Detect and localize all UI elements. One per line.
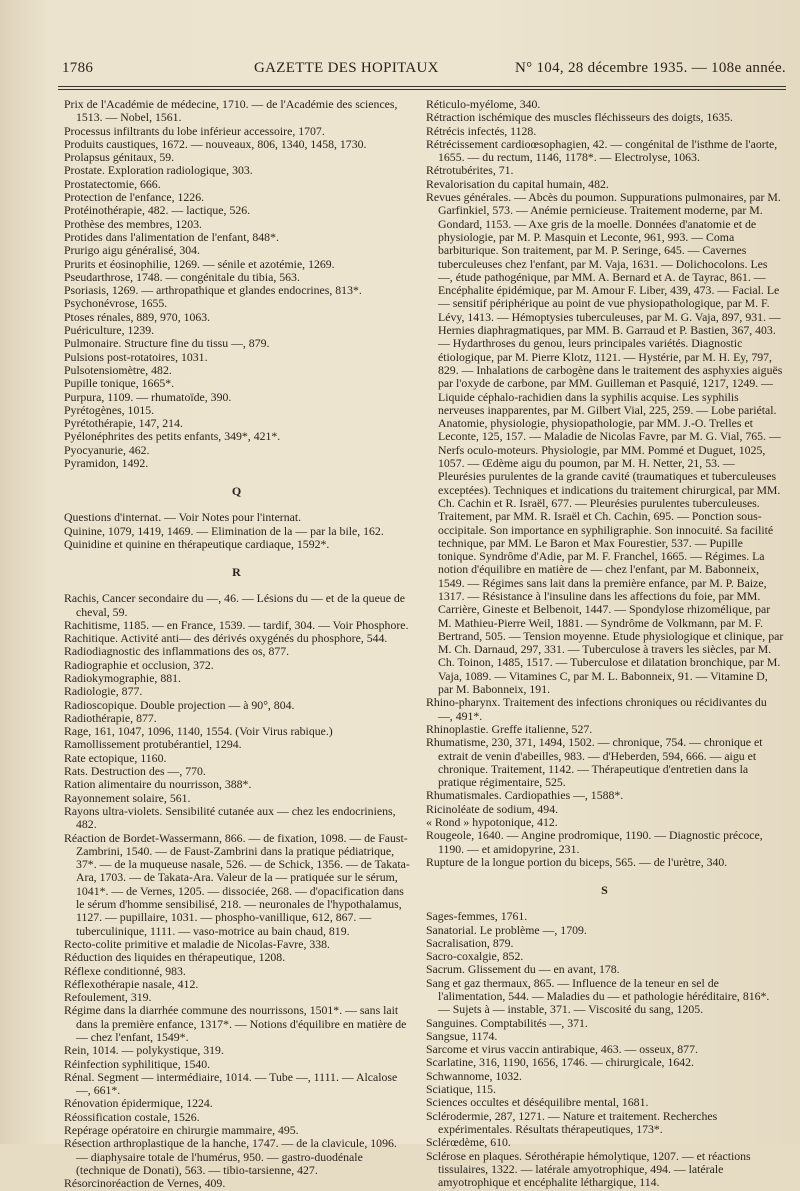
- index-entry: Refoulement, 319.: [64, 990, 152, 1005]
- journal-title: GAZETTE DES HOPITAUX: [254, 60, 439, 76]
- right-column: [426, 97, 784, 1190]
- index-entry: Sciatique, 115.: [426, 1082, 497, 1097]
- index-entry: Rachis, Cancer secondaire du —, 46. — Lésions du — et de la queue de cheval, 59.: [64, 591, 406, 619]
- index-entry: Sciences occultes et déséquilibre mental, 1681.: [426, 1095, 649, 1110]
- index-entry: Sang et gaz thermaux, 865. — Influence de la teneur en sel de l'alimentation, 544. — Maladies du — et pathologie héréditaire, 816*. — Sujets à — instable, 371. — Viscosité du sang, 1205.: [426, 975, 770, 1017]
- index-entry: Purpura, 1109. — rhumatoïde, 390.: [64, 389, 232, 404]
- index-entry: Pyramidon, 1492.: [64, 456, 149, 471]
- index-entry: Rayons ultra-violets. Sensibilité cutanée aux — chez les endocriniens, 482.: [64, 803, 396, 832]
- section-letter: R: [232, 565, 242, 580]
- index-entry: Rage, 161, 1047, 1096, 1140, 1554. (Voir Virus rabique.): [64, 724, 333, 739]
- index-entry: Sclérodermie, 287, 1271. — Nature et traitement. Recherches expérimentales. Résultats thérapeutiques, 173*.: [426, 1108, 718, 1136]
- index-entry: Radiologie, 877.: [64, 684, 143, 699]
- index-entry: Réduction des liquides en thérapeutique, 1208.: [64, 950, 286, 965]
- index-entry: Radiodiagnostic des inflammations des os, 877.: [64, 644, 290, 659]
- index-entry: Radiokymographie, 881.: [64, 670, 181, 685]
- index-entry: Pyrétothérapie, 147, 214.: [64, 416, 183, 431]
- index-entry: Réticulo-myélome, 340.: [426, 97, 541, 111]
- index-entry: Rhinoplastie. Greffe italienne, 527.: [426, 721, 593, 736]
- index-entry: Schwannome, 1032.: [426, 1068, 522, 1083]
- index-entry: Réossification costale, 1526.: [64, 1109, 200, 1124]
- index-entry: Ration alimentaire du nourrisson, 388*.: [64, 777, 252, 792]
- index-entry: Prix de l'Académie de médecine, 1710. — de l'Académie des sciences, 1513. — Nobel, 1561.: [64, 97, 398, 125]
- index-entry: Rétrécissement cardioœsophagien, 42. — congénital de l'isthme de l'aorte, 1655. — du rectum, 1146, 1178*. — Electrolyse, 1063.: [426, 136, 778, 165]
- index-entry: Revalorisation du capital humain, 482.: [426, 176, 609, 191]
- index-entry: Pulsotensiomètre, 482.: [64, 362, 172, 377]
- index-entry: Rénovation épidermique, 1224.: [64, 1096, 213, 1111]
- index-entry: Repérage opératoire en chirurgie mammaire, 495.: [64, 1123, 299, 1138]
- index-entry: Sacro-coxalgie, 852.: [426, 949, 524, 964]
- index-entry: Quinine, 1079, 1419, 1469. — Elimination de la — par la bile, 162.: [64, 523, 384, 538]
- index-entry: Rougeole, 1640. — Angine prodromique, 1190. — Diagnostic précoce, 1190. — et amidopyrine, 231.: [426, 828, 763, 856]
- index-entry: Ricinoléate de sodium, 494.: [426, 801, 559, 816]
- index-entry: Résection arthroplastique de la hanche, 1747. — de la clavicule, 1096. — diaphysaire totale de l'humérus, 950. — gastro-duodénale (technique de Donati), 563. — tibio-tarsienne, 427.: [64, 1136, 397, 1177]
- index-entry: Rupture de la longue portion du biceps, 565. — de l'urètre, 340.: [426, 854, 728, 869]
- index-entry: Régime dans la diarrhée commune des nourrissons, 1501*. — sans lait dans la première enfance, 1317*. — Notions d'équilibre en matière de — chez l'enfant, 1549*.: [64, 1003, 407, 1044]
- index-entry: Prolapsus génitaux, 59.: [64, 150, 175, 165]
- index-entry: Psychonévrose, 1655.: [64, 296, 168, 311]
- index-entry: Protides dans l'alimentation de l'enfant, 848*.: [64, 229, 279, 244]
- index-entry: Processus infiltrants du lobe inférieur accessoire, 1707.: [64, 123, 325, 138]
- index-entry: Rétrotubérites, 71.: [426, 163, 514, 178]
- index-entry: Radiothérapie, 877.: [64, 710, 157, 725]
- index-entry: Sages-femmes, 1761.: [426, 909, 528, 924]
- index-entry: Rate ectopique, 1160.: [64, 750, 167, 765]
- index-entry: Produits caustiques, 1672. — nouveaux, 806, 1340, 1458, 1730.: [64, 136, 367, 151]
- index-entry: Rhumatisme, 230, 371, 1494, 1502. — chronique, 754. — chronique et extrait de venin d'abeilles, 983. — d'Heberden, 594, 666. — aigu et chronique. Traitement, 1142. — Thérapeutique d'entretien dans la pratique régimentaire, 525.: [426, 735, 763, 790]
- index-entry: Sanatorial. Le problème —, 1709.: [426, 922, 587, 937]
- index-entry: Rein, 1014. — polykystique, 319.: [64, 1043, 224, 1058]
- index-entry: Scarlatine, 316, 1190, 1656, 1746. — chirurgicale, 1642.: [426, 1055, 694, 1070]
- index-entry: Prostatectomie, 666.: [64, 176, 161, 191]
- index-entry: « Rond » hypotonique, 412.: [426, 815, 558, 830]
- index-entry: Sclérose en plaques. Sérothérapie hémolytique, 1207. — et réactions tissulaires, 1322. — latérale amyotrophique, 494. — latérale amyotrophique et encéphalite léthargique, 114.: [426, 1148, 751, 1190]
- index-entry: Sangsue, 1174.: [426, 1028, 498, 1043]
- index-entry: Réaction de Bordet-Wassermann, 866. — de fixation, 1098. — de Faust-Zambrini, 1540. — de Faust-Zambrini dans la pratique pédiatrique, 37*. — de la muqueuse nasale, 526. — de Schick, 1356. — de Takata-Ara, 1703. — de Takata-Ara. Valeur de la — pratiquée sur le sérum, 1041*. — de Vernes, 1205. — dissociée, 268. — d'opacification dans le sérum d'homme sensibilisé, 218. — neuronales de l'hypothalamus, 1127. — pupillaire, 1031. — phospho-vanillique, 612, 867. — tuberculinique, 1111. — vaso-motrice au bain chaud, 819.: [64, 830, 410, 938]
- header-rule-top: [58, 86, 786, 87]
- index-entry: Pseudarthrose, 1748. — congénitale du tibia, 563.: [64, 269, 300, 284]
- index-entry: Sacralisation, 879.: [426, 935, 514, 950]
- index-entry: Rétraction ischémique des muscles fléchisseurs des doigts, 1635.: [426, 110, 733, 125]
- index-entry: Sclérœdème, 610.: [426, 1135, 511, 1150]
- index-entry: Ptoses rénales, 889, 970, 1063.: [64, 309, 211, 324]
- index-entry: Recto-colite primitive et maladie de Nicolas-Favre, 338.: [64, 936, 330, 951]
- index-entry: Radiographie et occlusion, 372.: [64, 657, 214, 672]
- page-number: 1786: [62, 60, 94, 76]
- index-entry: Radioscopique. Double projection — à 90°, 804.: [64, 697, 295, 712]
- index-entry: Prothèse des membres, 1203.: [64, 216, 202, 231]
- index-entry: Ramollissement protubérantiel, 1294.: [64, 737, 242, 752]
- running-header: [58, 56, 786, 86]
- index-entry: Pupille tonique, 1665*.: [64, 376, 175, 391]
- index-entry: Rachitisme, 1185. — en France, 1539. — tardif, 304. — Voir Phosphore.: [64, 617, 409, 632]
- index-entry: Rétrécis infectés, 1128.: [426, 123, 537, 138]
- index-entry: Rats. Destruction des —, 770.: [64, 764, 206, 779]
- index-entry: Prostate. Exploration radiologique, 303.: [64, 163, 253, 178]
- section-letter: S: [601, 883, 609, 898]
- index-entry: Rayonnement solaire, 561.: [64, 790, 191, 805]
- index-entry: Protection de l'enfance, 1226.: [64, 190, 205, 205]
- index-entry: Pyrétogènes, 1015.: [64, 402, 155, 417]
- index-entry: Questions d'internat. — Voir Notes pour l'internat.: [64, 510, 302, 525]
- index-entry: Pulmonaire. Structure fine du tissu —, 879.: [64, 336, 270, 351]
- index-entry: Prurits et éosinophilie, 1269. — sénile et azotémie, 1269.: [64, 256, 335, 271]
- index-entry: Réflexe conditionné, 983.: [64, 963, 186, 978]
- index-entry: Rhumatismales. Cardiopathies —, 1588*.: [426, 788, 624, 803]
- index-entry: Quinidine et quinine en thérapeutique cardiaque, 1592*.: [64, 536, 330, 551]
- index-entry: Rachitique. Activité anti— des dérivés oxygénés du phosphore, 544.: [64, 631, 388, 646]
- index-entry: Sacrum. Glissement du — en avant, 178.: [426, 962, 620, 977]
- issue-info: N° 104, 28 décembre 1935. — 108e année.: [515, 60, 786, 76]
- index-entry: Réinfection syphilitique, 1540.: [64, 1056, 211, 1071]
- left-column: [64, 97, 410, 1191]
- header-rule-bottom: [58, 89, 786, 90]
- index-entry: Pulsions post-rotatoires, 1031.: [64, 349, 208, 364]
- index-entry: Sanguines. Comptabilités —, 371.: [426, 1015, 588, 1030]
- index-entry: Pyocyanurie, 462.: [64, 442, 150, 457]
- index-entry: Protéinothérapie, 482. — lactique, 526.: [64, 203, 251, 218]
- section-letter: Q: [231, 484, 243, 499]
- index-columns: [64, 97, 784, 1191]
- index-entry: Rhino-pharynx. Traitement des infections chroniques ou récidivantes du —, 491*.: [426, 695, 767, 723]
- index-entry: Puériculture, 1239.: [64, 323, 155, 338]
- index-entry: Psoriasis, 1269. — arthropathique et glandes endocrines, 813*.: [64, 283, 362, 298]
- index-entry: Réflexothérapie nasale, 412.: [64, 976, 199, 991]
- index-entry: Revues générales. — Abcès du poumon. Suppurations pulmonaires, par M. Garfinkiel, 573. — Anémie pernicieuse. Traitement moderne, par M. Gondard, 1153. — Axe gris de la moelle. Données d'anatomie et de physiologie, par M. P. Masquin et Leconte, 961, 993. — Coma barbiturique. Son traitement, par M. P. Seringe, 645. — Cavernes tuberculeuses chez l'enfant, par M. Vaja, 1631. — Dolichocolons. Les —, étude pathogénique, par MM. A. Bernard et A. de Tayrac, 861. — Encéphalite épidémique, par M. Amour F. Liber, 439, 473. — Facial. Le — sensitif périphérique au point de vue physiopathologique, par M. F. Lévy, 1413. — Hémoptysies tuberculeuses, par M. G. Vaja, 897, 931. — Hernies diaphragmatiques, par MM. B. Garraud et P. Bastien, 367, 403. — Hydarthroses du genou, leurs principales variétés. Diagnostic étiologique, par M. Pierre Klotz, 1121. — Hystérie, par M. H. Ey, 797, 829. — Inhalations de carbogène dans le traitement des asphyxies aiguës par l'oxyde de carbone, par MM. Guilleman et Pasquié, 1217, 1249. — Liquide céphalo-rachidien dans la syphilis acquise. Les syphilis nerveuses inapparentes, par M. Gilbert Vial, 225, 259. — Lobe pariétal. Anatomie, physiologie, physiopathologie, par MM. J.-O. Trelles et Leconte, 125, 157. — Maladie de Nicolas Favre, par M. G. Vial, 765. — Nerfs oculo-moteurs. Physiologie, par MM. Pommé et Duguet, 1025, 1057. — Œdème aigu du poumon, par M. H. Netter, 21, 53. — Pleurésies purulentes de la grande cavité (traumatiques et tuberculeuses exceptées). Techniques et indications du traitement chirurgical, par MM. Ch. Cachin et R. Israël, 677. — Pleurésies purulentes tuberculeuses. Traitement, par MM. R. Israël et Ch. Cachin, 695. — Ponction sous-occipitale. Son importance en syphiligraphie. Son innocuité. Sa facilité technique, par MM. Le Baron et Max Fourestier, 537. — Pupille tonique. Syndrôme d'Adie, par M. F. Franchel, 1665. — Régimes. La notion d'équilibre en matière de — chez l'enfant, par M. Babonneix, 1549. — Régimes sans lait dans la première enfance, par M. P. Baize, 1317. — Résistance à l'insuline dans les affections du foie, par MM. Carrière, Gineste et Belbenoit, 1447. — Spondylose rhizomélique, par M. Mathieu-Pierre Weil, 1881. — Syndrôme de Volkmann, par M. F. Bertrand, 505. — Tension moyenne. Etude physiologique et clinique, par M. Ch. Darnaud, 297, 331. — Tuberculose à travers les siècles, par M. Ch. Toinon, 1485, 1517. — Tuberculose et dilatation bronchique, par M. Vaja, 1089. — Vitamines C, par M. L. Babonneix, 91. — Vitamine D, par M. Babonneix, 191.: [426, 190, 784, 697]
- index-entry: Sarcome et virus vaccin antirabique, 463. — osseux, 877.: [426, 1042, 698, 1057]
- index-entry: Prurigo aigu généralisé, 304.: [64, 243, 200, 258]
- index-entry: Résorcinoréaction de Vernes, 409.: [64, 1176, 226, 1191]
- index-entry: Pyélonéphrites des petits enfants, 349*, 421*.: [64, 429, 281, 444]
- index-entry: Rénal. Segment — intermédiaire, 1014. — Tube —, 1111. — Alcalose —, 661*.: [64, 1069, 398, 1098]
